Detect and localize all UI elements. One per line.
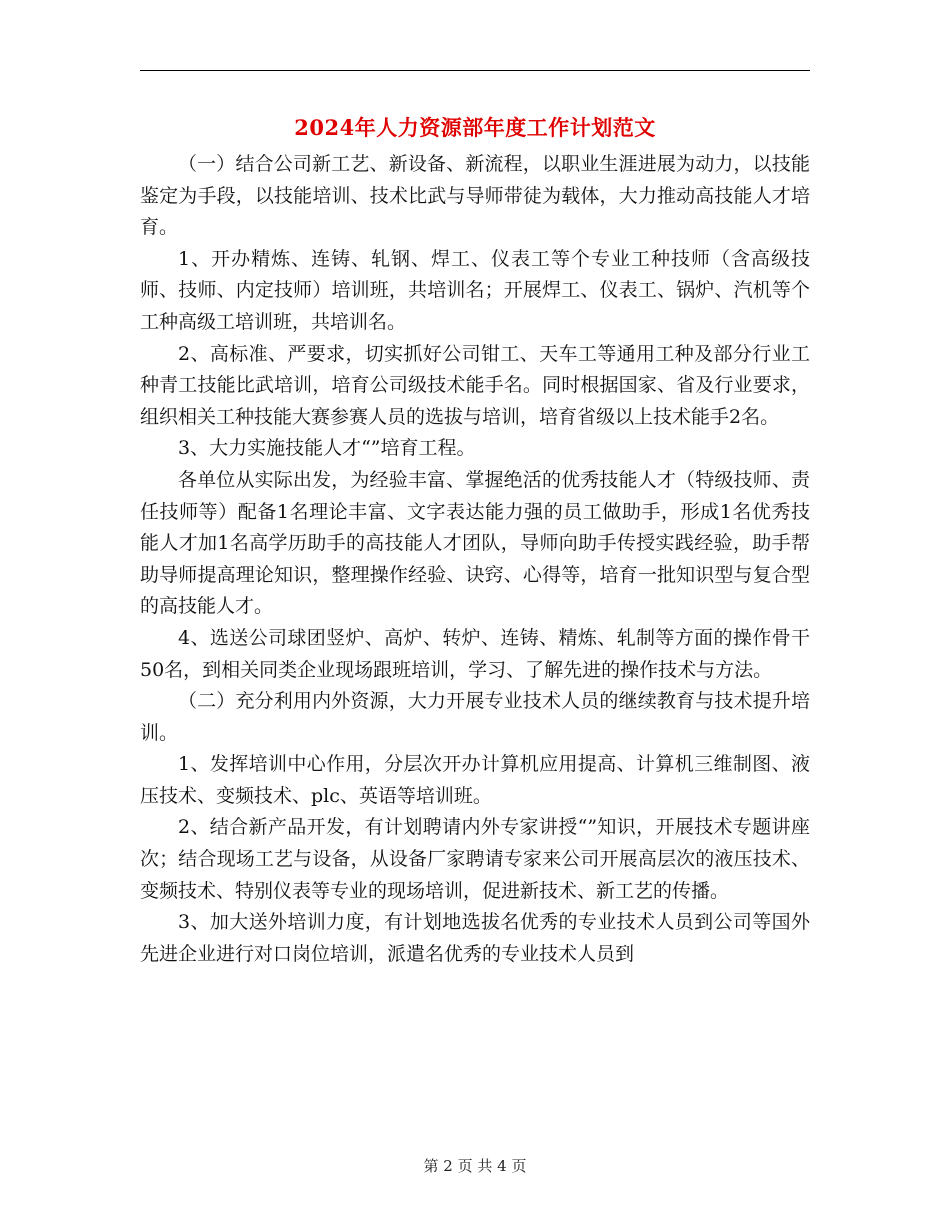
paragraph-item-3-detail: 各单位从实际出发，为经验丰富、掌握绝活的优秀技能人才（特级技师、责任技师等）配备1名理论丰富、文字表达能力强的员工做助手，形成1名优秀技能人才加1名高学历助手的高技能人才团队，导师向助手传授实践经验，助手帮助导师提高理论知识，整理操作经验、诀窍、心得等，培育一批知识型与复合型的高技能人才。: [140, 468, 810, 618]
paragraph-item-2: 2、高标准、严要求，切实抓好公司钳工、天车工等通用工种及部分行业工种青工技能比武培训，培育公司级技术能手名。同时根据国家、省及行业要求，组织相关工种技能大赛参赛人员的选拔与培训，培育省级以上技术能手2名。: [140, 342, 810, 428]
paragraph-item-3: 3、大力实施技能人才“”培育工程。: [178, 437, 476, 460]
paragraph-section-two-intro: （二）充分利用内外资源，大力开展专业技术人员的继续教育与技术提升培训。: [140, 690, 810, 744]
header-rule: [140, 70, 810, 71]
document-body: [140, 149, 810, 970]
paragraph-section-one-intro: （一）结合公司新工艺、新设备、新流程，以职业生涯进展为动力，以技能鉴定为手段，以技能培训、技术比武与导师带徒为载体，大力推动高技能人才培育。: [140, 153, 810, 239]
paragraph-section-two-item-2: 2、结合新产品开发，有计划聘请内外专家讲授“”知识，开展技术专题讲座次；结合现场工艺与设备，从设备厂家聘请专家来公司开展高层次的液压技术、变频技术、特别仪表等专业的现场培训，促进新技术、新工艺的传播。: [140, 816, 810, 902]
paragraph-item-4: 4、选送公司球团竖炉、高炉、转炉、连铸、精炼、轧制等方面的操作骨干50名，到相关同类企业现场跟班培训，学习、了解先进的操作技术与方法。: [140, 626, 810, 681]
paragraph-section-two-item-1: 1、发挥培训中心作用，分层次开办计算机应用提高、计算机三维制图、液压技术、变频技术、plc、英语等培训班。: [140, 753, 810, 807]
page-number-footer: 第 2 页 共 4 页: [423, 1157, 527, 1175]
paragraph-item-1: 1、开办精炼、连铸、轧钢、焊工、仪表工等个专业工种技师（含高级技师、技师、内定技师）培训班，共培训名；开展焊工、仪表工、锅炉、汽机等个工种高级工培训班，共培训名。: [140, 247, 810, 333]
paragraph-section-two-item-3: 3、加大送外培训力度，有计划地选拔名优秀的专业技术人员到公司等国外先进企业进行对口岗位培训，派遣名优秀的专业技术人员到: [140, 911, 810, 965]
document-title: 2024年人力资源部年度工作计划范文: [294, 115, 656, 140]
